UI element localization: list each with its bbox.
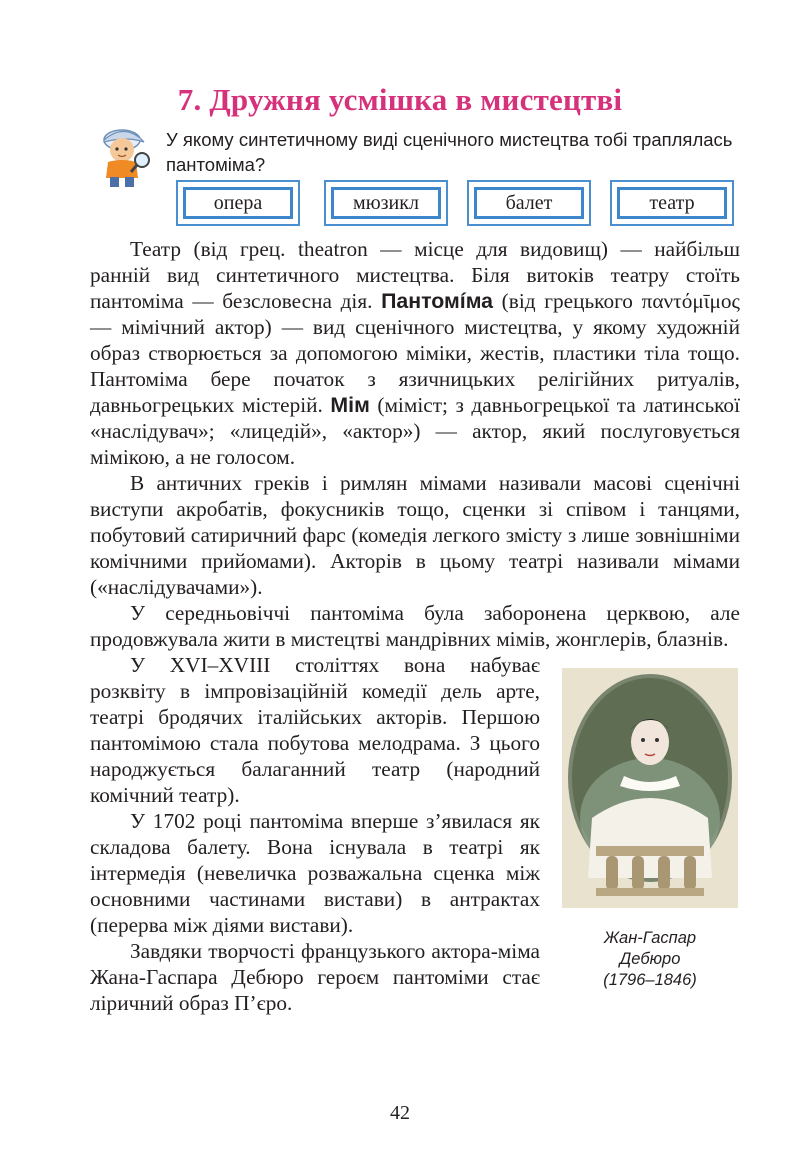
chapter-title: 7. Дружня усмішка в мистецтві <box>177 82 623 117</box>
paragraph-theatre <box>90 236 740 470</box>
text-span: (від грецького παντόμῑμος — мімічний актор) — вид сценічного мистецтва, у якому художній образ створюється за допомогою міміки, жестів, пластики тіла тощо. Пантоміма бере початок з язичницьких релігійних ритуалів, давньогрецьких містерій. <box>90 289 740 417</box>
option-theatre[interactable] <box>610 180 734 226</box>
text-span: (міміст; з давньогрецької та латинської «наслідувач»; «лицедій», «актор») — актор, який послуговується мімікою, а не голосом. <box>90 393 740 469</box>
option-label: опера <box>183 187 293 219</box>
answer-options <box>176 180 756 230</box>
boy-with-magnifier-icon <box>96 122 156 188</box>
option-label: театр <box>617 187 727 219</box>
option-label: балет <box>474 187 584 219</box>
option-musical[interactable] <box>324 180 448 226</box>
text-span: Театр (від грец. theatron — місце для видовищ) — найбільш ранній вид синтетичного мистецтва. Біля витоків театру стоїть пантоміма — безсловесна дія. <box>90 237 740 313</box>
option-opera[interactable] <box>176 180 300 226</box>
portrait-caption <box>562 928 738 991</box>
portrait-figure <box>554 654 740 994</box>
warmup-question: У якому синтетичному виді сценічного мистецтва тобі траплялась пантоміма? <box>166 129 733 175</box>
caption-line: Дебюро <box>619 950 681 968</box>
debureau-portrait-image <box>562 668 738 908</box>
term-mime: Мім <box>330 393 370 417</box>
option-label: мюзикл <box>331 187 441 219</box>
paragraph-middle-ages: У середньовіччі пантоміма була заборонена церквою, але продовжувала жити в мистецтві мандрівних мімів, жонглерів, блазнів. <box>90 601 740 651</box>
term-pantomime: Пантомíма <box>381 289 494 313</box>
paragraph-antiquity: В античних греків і римлян мімами називали масові сценічні виступи акробатів, фокусників тощо, сценки зі співом і танцями, побутовий сатиричний фарс (комедія легкого змісту з лише зовнішніми комічними прийомами). Акторів в цьому театрі називали мімами («наслідувачами»). <box>90 471 740 599</box>
paragraph-pierrot: Завдяки творчості французького актора-міма Жана-Гаспара Дебюро героєм пантоміми стає ліричний образ П’єро. <box>90 939 540 1015</box>
paragraph-16-18-centuries: У XVI–XVIII століттях вона набуває розквіту в імпровізаційній комедії дель арте, театрі бродячих італійських акторів. Першою пантомімою стала побутова мелодрама. З цього народжується балаганний театр (народний комічний театр). <box>90 653 540 807</box>
caption-line: (1796–1846) <box>603 971 697 989</box>
paragraph-1702: У 1702 році пантоміма вперше з’явилася як складова балету. Вона існувала в театрі як інтермедія (невеличка розважальна сценка між основними частинами вистави) в антрактах (перерва між діями вистави). <box>90 809 540 937</box>
main-text <box>90 236 740 1016</box>
caption-line: Жан-Гаспар <box>603 929 697 947</box>
page-number: 42 <box>390 1102 410 1124</box>
option-ballet[interactable] <box>467 180 591 226</box>
